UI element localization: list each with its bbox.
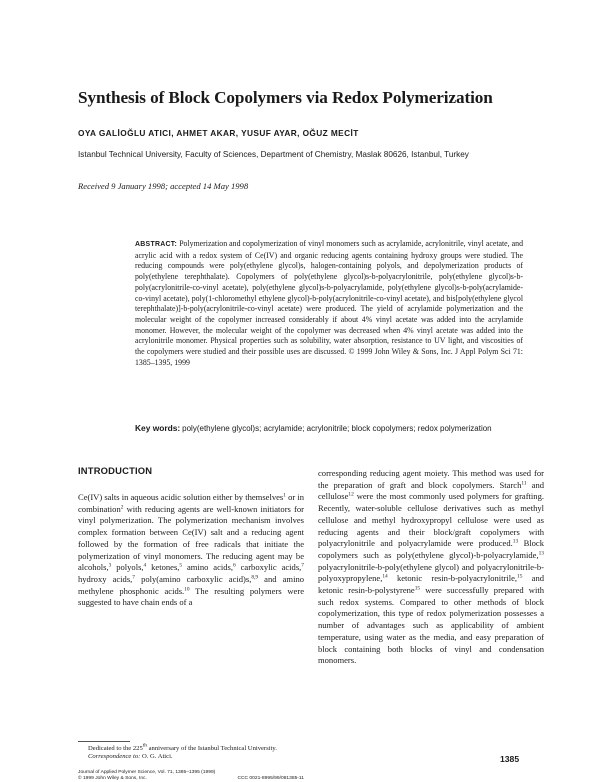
right-column [318,468,544,667]
keywords-text: poly(ethylene glycol)s; acrylamide; acrylonitrile; block copolymers; redox polymerization [182,424,492,433]
intro-paragraph-left: Ce(IV) salts in aqueous acidic solution either by themselves$^1$ or in combination$^2$ with reducing agents are well-known initiators for vinyl polymerization. The polymerization mechanism involves complex formation between Ce(IV) salt and a reducing agent followed by the formation of free radicals that initiate the polymerization of vinyl monomers. The reducing agent may be alcohols,$^3$ polyols,$^4$ ketones,$^5$ amino acids,$^6$ carboxylic acids,$^7$ hydroxy acids,$^7$ poly(amino carboxylic acid)s,$^{8,9}$ and amino methylene phosphonic acids.$^{10}$ The resulting polymers were suggested to have chain ends of a [78,492,304,608]
abstract-label: ABSTRACT: [135,241,178,248]
journal-citation: Journal of Applied Polymer Science, Vol. 71, 1385–1395 (1999) [78,770,216,775]
abstract [135,239,523,368]
abstract-text: Polymerization and copolymerization of vinyl monomers such as acrylamide, acrylonitrile, vinyl acetate, and acrylic acid with a redox system of Ce(IV) and organic reducing agents containing hydroxy groups were studied. The reducing compounds were poly(ethylene glycol)s, halogen-containing polyols, and depolymerization products of poly(ethylene terephthalate). Copolymers of poly(ethylene glycol)s-b-polyacrylonitrile, poly(ethylene glycol)s-b-poly(acrylonitrile-co-vinyl acetate), poly(ethylene glycol)s-b-polyacrylamide, poly(ethylene glycol)s-b-poly(acrylamide-co-vinyl acetate), poly(1-chloromethyl ethylene glycol)-b-poly(acrylonitrile-co-vinyl acetate), and bis[poly(ethylene glycol terephthalate)]-b-poly(acrylonitrile-co-vinyl acetate) were produced. The yield of acrylamide polymerization and the molecular weight of the copolymer increased considerably if about 4% vinyl acetate was added into the acrylamide monomer. However, the molecular weight of the copolymer was decreased when 4% vinyl acetate was added into the acrylonitrile monomer. Physical properties such as solubility, water absorption, resistance to UV light, and viscosities of the copolymers were studied and their possible uses are discussed. © 1999 John Wiley & Sons, Inc. J Appl Polym Sci 71: 1385–1395, 1999 [135,239,523,367]
copyright: © 1999 John Wiley & Sons, Inc. [78,776,147,781]
keywords-label: Key words: [135,423,181,433]
ccc-code: CCC 0021-8995/99/081385-11 [237,776,304,781]
author-list: OYA GALİOĞLU ATICI, AHMET AKAR, YUSUF AYAR, OĞUZ MECİT [78,128,359,138]
footnotes [78,742,308,761]
article-title: Synthesis of Block Copolymers via Redox Polymerization [78,88,493,107]
affiliation: Istanbul Technical University, Faculty of Sciences, Department of Chemistry, Maslak 80626, Istanbul, Turkey [78,150,469,159]
journal-info [78,770,304,782]
correspondence-note: Correspondence to: O. G. Atici. [88,753,173,761]
received-dates: Received 9 January 1998; accepted 14 May 1998 [78,181,249,191]
intro-paragraph-right: corresponding reducing agent moiety. This method was used for the preparation of graft and block copolymers. Starch$^{11}$ and cellulose$^{12}$ were the most commonly used polymers for grafting. Recently, water-soluble cellulose derivatives such as methyl cellulose and methyl hydroxypropyl cellulose were used as reducing agents and their block/graft copolymers with polyacrylonitrile and polyacrylamide were produced.$^{13}$ Block copolymers such as poly(ethylene glycol)-b-polyacrylamide,$^{13}$ polyacrylonitrile-b-poly(ethylene glycol) and polyacrylonitrile-b-polyoxypropylene,$^{14}$ ketonic resin-b-polyacrylonitrile,$^{15}$ and ketonic resin-b-polystyrene$^{15}$ were successfully prepared with such redox systems. Compared to other methods of block copolymerization, this type of redox polymerization possesses a number of advantages such as applicability of ambient temperature, using water as the media, and easy preparation of block containing both blocks of vinyl and condensation monomers. [318,468,545,666]
keywords [135,423,523,434]
dedication-note: Dedicated to the 225th anniversary of the Istanbul Technical University. [88,742,277,752]
footnote-divider [78,741,130,742]
left-column [78,465,304,609]
page-number: 1385 [500,754,520,764]
section-heading-introduction: INTRODUCTION [78,465,153,476]
